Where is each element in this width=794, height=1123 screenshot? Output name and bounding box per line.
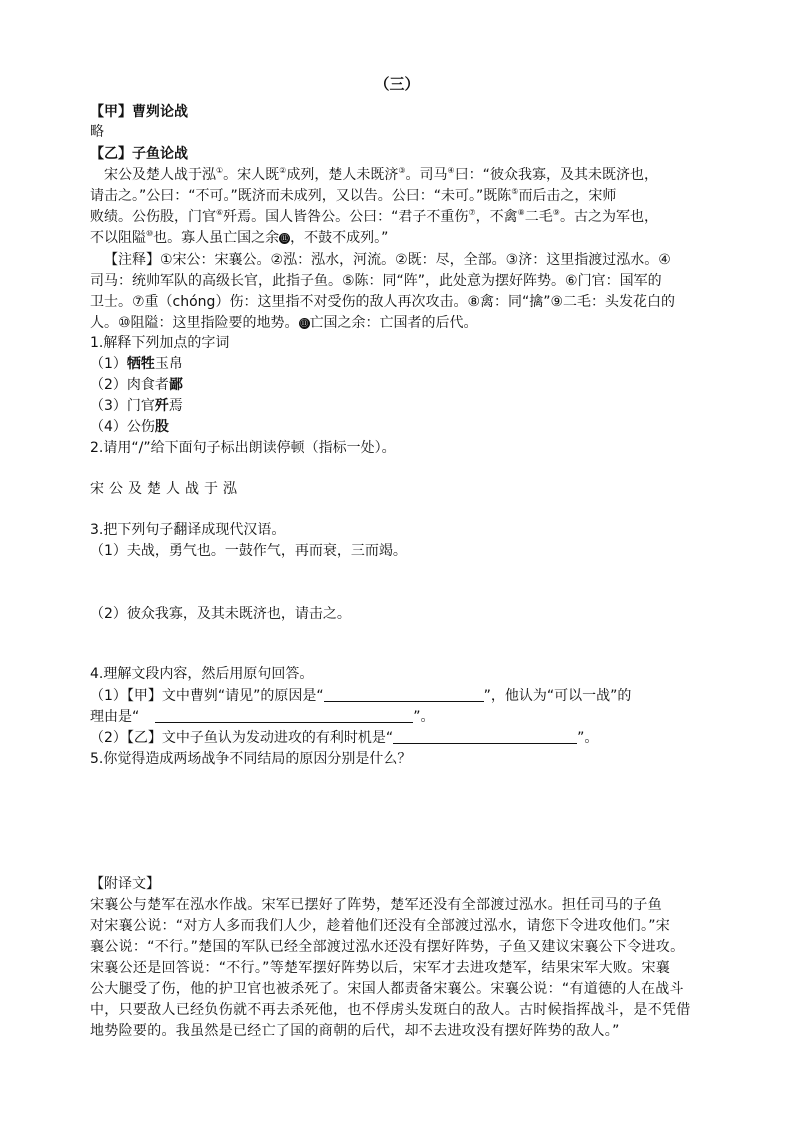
question-1-item-4 <box>90 419 169 435</box>
yi-text-line-3 <box>90 209 658 225</box>
text-run: 也。寡人虽亡国之余 <box>153 230 280 246</box>
text-run: 宋公及楚人战于泓 <box>104 167 216 183</box>
notes-line-2: 司马：统帅军队的高级长官，此指子鱼。⑤陈：同“阵”，此处意为摆好阵势。⑥门官：国军的 <box>90 273 662 289</box>
question-3-prompt: 3.把下列句子翻译成现代汉语。 <box>90 522 286 538</box>
text-run: 焉 <box>168 398 183 414</box>
translation-header: 【附译文】 <box>90 876 160 892</box>
note-mark: ⑤ <box>511 187 519 196</box>
text-run: 二毛 <box>524 209 553 225</box>
yi-text-line-2 <box>90 188 616 204</box>
translation-line-3: 襄公说：“不行。”楚国的军队已经全部渡过泓水还没有摆好阵势，子鱼又建议宋襄公下令进攻。 <box>90 939 685 955</box>
question-4-item-2 <box>90 730 598 746</box>
text-run: 人。⑩阻隘：这里指险要的地势。 <box>90 315 299 331</box>
text-run: ，不鼓不成列。” <box>290 230 389 246</box>
question-1-prompt: 1.解释下列加点的字词 <box>90 335 230 351</box>
text-run: 玉帛 <box>154 356 183 372</box>
translation-line-2: 对宋襄公说：“对方人多而我们人少，趁着他们还没有全部渡过泓水，请您下令进攻他们。”宋 <box>90 918 671 934</box>
text-run: （1）【甲】文中曹刿“请见”的原因是“ <box>90 688 324 704</box>
note-mark: ① <box>216 166 224 175</box>
answer-blank[interactable] <box>393 730 577 744</box>
text-run: （1） <box>90 356 127 372</box>
text-run: 败绩。公伤股，门官 <box>90 209 216 225</box>
text-run: （4）公伤 <box>90 419 155 435</box>
answer-blank[interactable] <box>324 688 484 702</box>
question-4-item-1-cont <box>90 709 435 725</box>
yi-text-line-1 <box>104 167 658 183</box>
note-mark: ⑧ <box>517 208 525 217</box>
question-4-prompt: 4.理解文段内容，然后用原句回答。 <box>90 666 314 682</box>
question-4-item-1 <box>90 688 631 704</box>
text-run: 曰：“彼众我寡，及其未既济也， <box>454 167 658 183</box>
jia-header: 【甲】曹刿论战 <box>90 104 188 120</box>
question-1-item-3 <box>90 398 183 414</box>
answer-blank[interactable] <box>155 709 413 723</box>
question-1-item-1 <box>90 356 183 372</box>
text-run: ，不禽 <box>475 209 518 225</box>
translation-line-7: 地势险要的。我虽然是已经亡了国的商朝的后代，却不去进攻没有摆好阵势的敌人。” <box>90 1023 620 1039</box>
note-mark: ⑨ <box>552 208 560 217</box>
text-run: ”。 <box>577 730 599 746</box>
text-run: 理由是“ <box>90 709 140 725</box>
dotted-word: 牺牲 <box>126 356 155 372</box>
jia-body: 略 <box>90 124 104 140</box>
dotted-word: 鄙 <box>168 377 183 393</box>
text-run: （3）门官 <box>90 398 155 414</box>
text-run: 。宋人既 <box>223 167 280 183</box>
yi-text-line-4 <box>90 230 388 246</box>
translation-line-4: 宋襄公还是回答说：“不行。”等楚军摆好阵势以后，宋军才去进攻楚军，结果宋军大败。宋襄 <box>90 960 671 976</box>
text-run: 不以阻隘 <box>90 230 146 246</box>
translation-line-5: 公大腿受了伤，他的护卫官也被杀死了。宋国人都责备宋襄公。宋襄公说：“有道德的人在战斗 <box>90 981 684 997</box>
note-mark: ② <box>279 166 287 175</box>
note-mark: ⑥ <box>216 208 224 217</box>
note-mark: ③ <box>398 166 406 175</box>
note-mark-circled: ⑪ <box>280 234 289 243</box>
translation-line-6: 中，只要敌人已经负伤就不再去杀死他，也不俘虏头发斑白的敌人。古时候指挥战斗，是不凭借 <box>90 1002 691 1018</box>
text-run: （2）肉食者 <box>90 377 169 393</box>
note-mark: ④ <box>447 166 455 175</box>
note-mark: ⑦ <box>468 208 476 217</box>
question-2-prompt: 2.请用“/”给下面句子标出朗读停顿（指标一处）。 <box>90 440 396 456</box>
notes-line-1: 【注释】①宋公：宋襄公。②泓：泓水，河流。②既：尽，全部。③济：这里指渡过泓水。④ <box>104 252 671 268</box>
notes-line-4 <box>90 315 478 331</box>
note-mark: ⑩ <box>146 229 154 238</box>
dotted-word: 歼 <box>154 398 169 414</box>
page-title: （三） <box>374 75 420 93</box>
question-3-sentence-1: （1）夫战，勇气也。一鼓作气，再而衰，三而竭。 <box>90 543 407 559</box>
text-run: 。司马 <box>405 167 448 183</box>
text-run: ”，他认为“可以一战”的 <box>483 688 632 704</box>
text-run: 而后击之，宋师 <box>518 188 617 204</box>
note-mark-circled: ⑪ <box>300 319 309 328</box>
text-run: ”。 <box>413 709 435 725</box>
yi-header: 【乙】子鱼论战 <box>90 146 188 162</box>
question-5-prompt: 5.你觉得造成两场战争不同结局的原因分别是什么？ <box>90 751 412 767</box>
notes-line-3: 卫士。⑦重（chóng）伤：这里指不对受伤的敌人再次攻击。⑧禽：同“擒”⑨二毛：头发花白的 <box>90 294 676 310</box>
dotted-word: 股 <box>154 419 169 435</box>
question-2-sentence: 宋公及楚人战于泓 <box>90 481 242 497</box>
text-run: （2）【乙】文中子鱼认为发动进攻的有利时机是“ <box>90 730 394 746</box>
translation-line-1: 宋襄公与楚军在泓水作战。宋军已摆好了阵势，楚军还没有全部渡过泓水。担任司马的子鱼 <box>90 897 662 913</box>
text-run: 歼焉。国人皆咎公。公曰：“君子不重伤 <box>223 209 469 225</box>
text-run: 。古之为军也， <box>559 209 658 225</box>
text-run: 请击之。”公曰：“不可。”既济而未成列，又以告。公曰：“未可。”既陈 <box>90 188 512 204</box>
question-3-sentence-2: （2）彼众我寡，及其未既济也，请击之。 <box>90 606 351 622</box>
question-1-item-2 <box>90 377 183 393</box>
text-run: 成列，楚人未既济 <box>286 167 399 183</box>
text-run: 亡国之余：亡国者的后代。 <box>309 315 478 331</box>
